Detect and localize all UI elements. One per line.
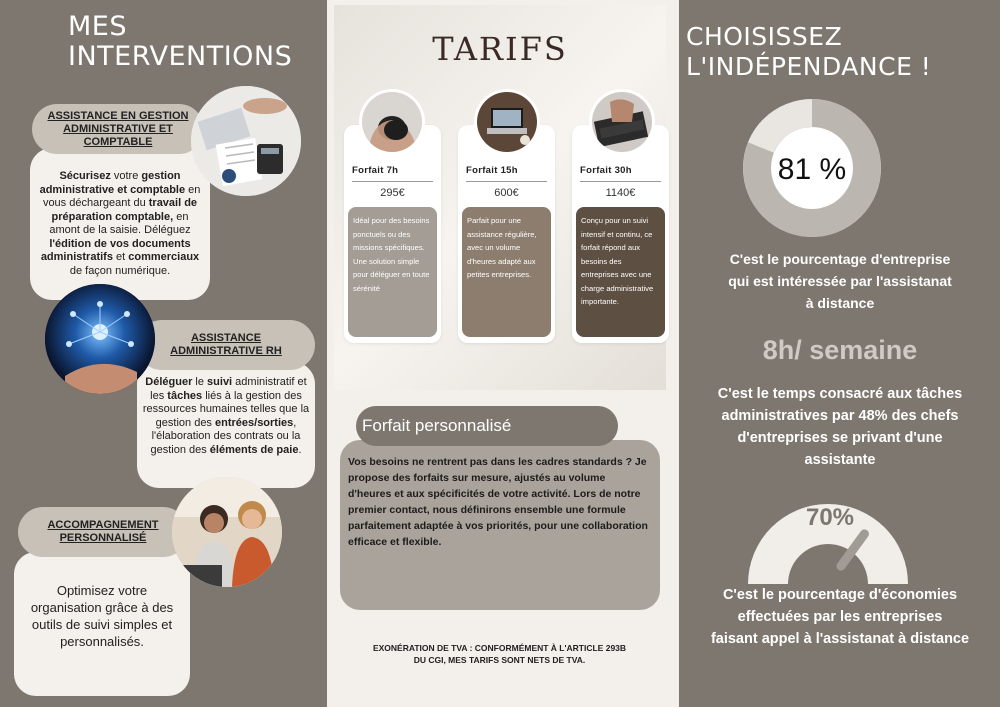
gestion-title: ASSISTANCE EN GESTION ADMINISTRATIVE ET COMPTABLE [32, 104, 204, 154]
stat2-text [680, 383, 1000, 471]
interventions-title-line1: MES [68, 11, 127, 42]
stat1-text [680, 248, 1000, 314]
team-photo [172, 477, 282, 587]
offer-30h-price: 1140€ [605, 187, 636, 199]
independance-title [686, 22, 931, 82]
offer-7h-photo [359, 89, 425, 155]
stat3-line3: faisant appel à l'assistanat à distance [710, 631, 970, 647]
offer-7h [344, 125, 441, 343]
accompagnement-title: ACCOMPAGNEMENT PERSONNALISÉ [18, 507, 188, 557]
offer-15h-photo [474, 89, 540, 155]
offer-15h-desc: Parfait pour une assistance régulière, avec un volume d'heures adapté aux petites entreprises. [462, 207, 551, 337]
donut-chart [742, 98, 882, 238]
offer-15h [458, 125, 555, 343]
gauge-value: 70% [805, 504, 855, 531]
offer-15h-price: 600€ [494, 187, 519, 199]
stat2-line1: C'est le temps consacré aux tâches [717, 386, 963, 402]
offer-30h-desc: Conçu pour un suivi intensif et continu, ce forfait répond aux besoins des entreprises avec une charge administrative importante. [576, 207, 665, 337]
hours-stat: 8h/ semaine [762, 335, 918, 365]
independance-title-line2: L'INDÉPENDANCE ! [686, 52, 932, 81]
stat2-line4: assistante [804, 452, 876, 468]
stat2-line2: administratives par 48% des chefs [721, 408, 959, 424]
tva-notice-line1: EXONÉRATION DE TVA : CONFORMÉMENT À L'ARTICLE 293B [372, 643, 627, 653]
offer-30h [572, 125, 669, 343]
gestion-card [30, 148, 210, 300]
rh-card [137, 362, 315, 488]
stat1-line1: C'est le pourcentage d'entreprise [729, 251, 951, 267]
tva-notice [352, 642, 647, 666]
interventions-title-line2: INTERVENTIONS [68, 41, 293, 72]
offer-30h-photo [589, 89, 655, 155]
rh-title: ASSISTANCE ADMINISTRATIVE RH [137, 320, 315, 370]
rh-text: Déléguer le suivi administratif et les tâches liés à la gestion des ressources humaines telles que la gestion des entrées/sorties, l'élaboration des contrats ou la gestion des éléments de paie. [142, 376, 310, 456]
custom-package-title: Forfait personnalisé [356, 406, 618, 446]
stat1-line3: à distance [805, 295, 875, 311]
donut-value: 81 % [777, 153, 847, 186]
offer-30h-divider [580, 181, 661, 182]
interventions-title [68, 12, 292, 72]
accompagnement-card [14, 552, 190, 696]
network-photo [45, 284, 155, 394]
custom-package-text: Vos besoins ne rentrent pas dans les cadres standards ? Je propose des forfaits sur mesure, ajustés au volume d'heures et aux spécificités de votre activité. Lors de notre premier contact, nous définirons ensemble une formule parfaitement adaptée à vos priorités, pour une collaboration efficace et flexible. [340, 440, 660, 610]
offer-7h-price: 295€ [380, 187, 405, 199]
stat2-line3: d'entreprises se privant d'une [737, 430, 943, 446]
stat1-line2: qui est intéressée par l'assistanat [728, 273, 952, 289]
stat3-line2: effectuées par les entreprises [737, 609, 943, 625]
accompagnement-text: Optimisez votre organisation grâce à des outils de suivi simples et personnalisés. [30, 583, 174, 649]
offer-15h-divider [466, 181, 547, 182]
stat3-line1: C'est le pourcentage d'économies [722, 587, 958, 603]
gestion-text: Sécurisez votre gestion administrative et comptable en vous déchargeant du travail de préparation comptable, en amont de la saisie. Déléguez l'édition de vos documents administratifs et commerciaux de façon numérique. [39, 170, 201, 277]
tva-notice-line2: DU CGI, MES TARIFS SONT NETS DE TVA. [413, 655, 586, 665]
tarifs-title: TARIFS [432, 30, 568, 68]
offer-15h-name: Forfait 15h [466, 165, 518, 176]
gauge-chart [738, 492, 918, 588]
offer-7h-name: Forfait 7h [352, 165, 399, 176]
offer-7h-desc: Idéal pour des besoins ponctuels ou des missions spécifiques. Une solution simple pour déléguer en toute sérénité [348, 207, 437, 337]
accounting-photo [191, 86, 301, 196]
offer-30h-name: Forfait 30h [580, 165, 632, 176]
stat3-text [680, 584, 1000, 650]
independance-title-line1: CHOISISSEZ [686, 22, 843, 51]
offer-7h-divider [352, 181, 433, 182]
